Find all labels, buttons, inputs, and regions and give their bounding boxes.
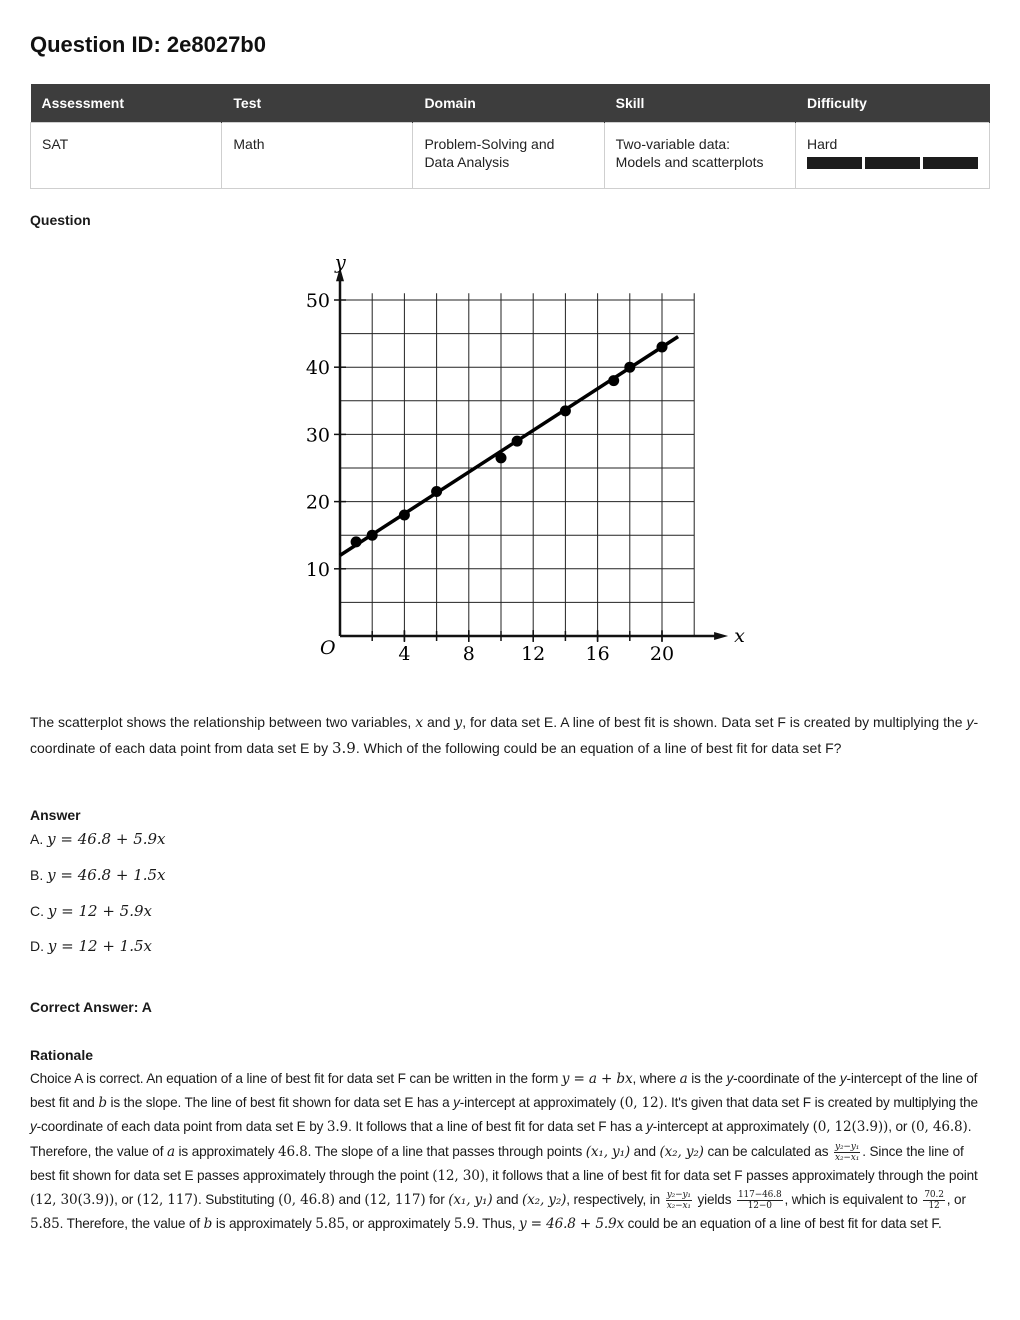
header-skill: Skill xyxy=(604,84,795,122)
data-point xyxy=(351,536,362,547)
math: (12, 117) xyxy=(136,1192,198,1209)
var-x: x xyxy=(415,715,424,731)
rationale-part: is approximately xyxy=(212,1216,316,1232)
rationale-part: . It follows that a line of best fit for data set F has a xyxy=(348,1119,647,1135)
rationale-part: -coordinate of the xyxy=(733,1071,840,1086)
rationale-part: , or approximately xyxy=(344,1216,454,1232)
question-text-part: . Which of the following could be an equation of a line of best fit for data set F? xyxy=(355,739,842,756)
math: (12, 117) xyxy=(364,1192,426,1209)
fraction-numerator: 117−46.8 xyxy=(737,1189,782,1200)
math: 3.9 xyxy=(326,1119,349,1136)
question-text xyxy=(30,710,990,760)
data-point xyxy=(399,510,410,521)
rationale-part: . Substituting xyxy=(197,1192,279,1208)
math: (0, 12(3.9)) xyxy=(812,1119,889,1136)
math: y xyxy=(646,1119,653,1135)
header-domain: Domain xyxy=(413,84,604,122)
rationale-part: , or xyxy=(114,1192,137,1208)
rationale-part: -intercept of the line of best fit and xyxy=(30,1071,978,1111)
correct-answer: Correct Answer: A xyxy=(30,999,152,1015)
y-tick-label: 30 xyxy=(305,424,330,447)
multiplier: 3.9 xyxy=(331,738,356,757)
fraction xyxy=(923,1190,944,1211)
math: (12, 30) xyxy=(432,1167,485,1184)
rationale-part: . It's given that data set F is created by multiplying the xyxy=(663,1095,978,1111)
choice-equation: y = 12 + 1.5x xyxy=(47,937,152,955)
difficulty-meter xyxy=(807,157,978,169)
choice-equation: y = 12 + 5.9x xyxy=(47,902,152,920)
data-point xyxy=(560,405,571,416)
metadata-header-row xyxy=(31,84,990,122)
math: a xyxy=(166,1143,175,1160)
math: b xyxy=(98,1095,107,1112)
math: 46.8 xyxy=(278,1143,308,1160)
skill-line-2: Models and scatterplots xyxy=(615,153,764,170)
x-tick-label: 4 xyxy=(398,643,411,665)
fraction-denominator: 12 xyxy=(928,1200,940,1211)
x-tick-label: 20 xyxy=(649,643,675,665)
math: y = 46.8 + 5.9x xyxy=(518,1216,625,1233)
question-text-part: The scatterplot shows the relationship between two variables, xyxy=(30,714,416,730)
scatterplot-svg xyxy=(290,251,745,672)
rationale-part: , or xyxy=(946,1192,966,1208)
math: (x₁, y₁) xyxy=(585,1143,631,1160)
fraction-denominator: x₂−x₁ xyxy=(835,1152,860,1163)
choice-c xyxy=(30,902,152,920)
fraction xyxy=(737,1190,783,1211)
data-point xyxy=(657,342,668,353)
x-tick-label: 12 xyxy=(521,643,546,665)
math: y = a + bx xyxy=(561,1071,633,1087)
math: (0, 12) xyxy=(619,1095,664,1112)
rationale-part: and xyxy=(492,1192,522,1208)
math: y xyxy=(453,1095,460,1111)
math: (12, 30(3.9)) xyxy=(30,1192,115,1209)
math: b xyxy=(203,1216,213,1233)
cell-domain xyxy=(413,122,604,188)
choice-b xyxy=(30,866,166,884)
rationale-label: Rationale xyxy=(30,1047,94,1063)
math: (0, 46.8) xyxy=(910,1119,968,1136)
cell-skill xyxy=(604,122,795,188)
answer-label: Answer xyxy=(30,807,81,823)
choice-letter: D. xyxy=(30,938,44,954)
x-axis-arrow xyxy=(714,632,728,640)
rationale-part: , or xyxy=(888,1119,911,1135)
rationale-part: -intercept at approximately xyxy=(459,1095,620,1111)
difficulty-label: Hard xyxy=(806,135,838,152)
math: a xyxy=(679,1071,688,1087)
y-tick-label: 50 xyxy=(305,290,330,312)
rationale-part: . Therefore, the value of xyxy=(30,1119,972,1159)
math: (0, 46.8) xyxy=(278,1192,335,1209)
question-label: Question xyxy=(30,212,91,228)
question-text-part: , for data set E. A line of best fit is shown. Data set F is created by multiplying the xyxy=(462,714,967,730)
cell-assessment: SAT xyxy=(31,122,222,188)
rationale-part: Choice A is correct. An equation of a line of best fit for data set F can be written in the form xyxy=(30,1071,562,1086)
scatterplot xyxy=(290,251,745,677)
skill-line-1: Two-variable data: xyxy=(615,135,731,152)
y-tick-label: 40 xyxy=(305,357,330,380)
rationale-part: , where xyxy=(632,1071,680,1086)
header-assessment: Assessment xyxy=(31,84,222,122)
domain-line-1: Problem-Solving and xyxy=(424,135,555,152)
fraction xyxy=(834,1142,860,1163)
fraction-denominator: x₂−x₁ xyxy=(666,1200,691,1211)
data-point xyxy=(496,452,507,463)
rationale-part: , which is equivalent to xyxy=(784,1192,922,1208)
math: (x₂, y₂) xyxy=(659,1143,704,1160)
rationale-part: . Since the line of best fit shown for data set E passes approximately through the point xyxy=(30,1143,964,1183)
question-text-part: and xyxy=(423,714,455,730)
difficulty-bar xyxy=(923,157,978,169)
var-y: y xyxy=(454,715,463,731)
rationale-part: is the xyxy=(687,1071,727,1086)
math: 5.9 xyxy=(453,1216,476,1233)
rationale-part: . Thus, xyxy=(475,1216,519,1232)
choice-letter: B. xyxy=(30,867,44,883)
math: 5.85 xyxy=(30,1216,60,1233)
cell-difficulty xyxy=(795,122,989,188)
rationale-part: can be calculated as xyxy=(703,1143,833,1159)
x-tick-label: 16 xyxy=(585,643,610,665)
rationale-part: yields xyxy=(693,1192,735,1208)
math: 5.85 xyxy=(315,1216,345,1233)
choice-d xyxy=(30,937,152,955)
math: (x₂, y₂) xyxy=(522,1192,567,1209)
data-point xyxy=(367,530,378,541)
metadata-table xyxy=(30,84,990,189)
rationale-part: . Therefore, the value of xyxy=(59,1216,204,1232)
y-tick-label: 20 xyxy=(305,491,330,514)
rationale-part: is approximately xyxy=(174,1143,278,1159)
origin-label: O xyxy=(320,637,336,659)
choice-equation: y = 46.8 + 5.9x xyxy=(47,830,166,848)
data-point xyxy=(512,436,523,447)
x-tick-label: 8 xyxy=(462,643,475,665)
domain-line-2: Data Analysis xyxy=(424,153,510,170)
rationale-part: . The slope of a line that passes through points xyxy=(307,1143,586,1159)
var-y-italic: y xyxy=(966,714,974,730)
fraction xyxy=(666,1190,692,1211)
y-tick-label: 10 xyxy=(305,558,330,581)
metadata-row xyxy=(31,122,990,188)
rationale-part: is the slope. The line of best fit shown for data set E has a xyxy=(106,1095,454,1111)
y-axis-label: y xyxy=(335,251,346,274)
rationale-text xyxy=(30,1067,990,1236)
question-id-title: Question ID: 2e8027b0 xyxy=(30,32,266,57)
fraction-numerator: y₂−y₁ xyxy=(666,1189,691,1200)
rationale-part: -coordinate of each data point from data set E by xyxy=(36,1119,327,1135)
rationale-part: , respectively, in xyxy=(566,1192,664,1208)
rationale-part: and xyxy=(630,1143,660,1159)
choice-letter: C. xyxy=(30,903,44,919)
header-test: Test xyxy=(222,84,413,122)
math: y xyxy=(839,1071,847,1086)
x-axis-label: x xyxy=(734,625,745,647)
rationale-part: -intercept at approximately xyxy=(652,1119,813,1135)
choice-a xyxy=(30,830,166,848)
cell-test: Math xyxy=(222,122,413,188)
question-text-part: -coordinate of each data point from data set E by xyxy=(30,714,979,756)
math: (x₁, y₁) xyxy=(448,1192,493,1209)
data-point xyxy=(608,375,619,386)
math: y xyxy=(726,1071,734,1086)
rationale-part: and xyxy=(334,1192,365,1208)
difficulty-bar xyxy=(865,157,920,169)
data-point xyxy=(431,486,442,497)
choice-equation: y = 46.8 + 1.5x xyxy=(47,866,166,884)
fraction-denominator: 12−0 xyxy=(747,1200,772,1211)
math: y xyxy=(30,1119,37,1135)
choice-letter: A. xyxy=(30,831,44,847)
rationale-part: , it follows that a line of best fit for data set F passes approximately through the point xyxy=(484,1167,978,1183)
rationale-part: for xyxy=(425,1192,449,1208)
data-point xyxy=(624,362,635,373)
rationale-part: could be an equation of a line of best fit for data set F. xyxy=(624,1216,942,1232)
fraction-numerator: 70.2 xyxy=(924,1189,944,1200)
fraction-numerator: y₂−y₁ xyxy=(835,1141,860,1152)
difficulty-bar xyxy=(807,157,862,169)
header-difficulty: Difficulty xyxy=(795,84,989,122)
